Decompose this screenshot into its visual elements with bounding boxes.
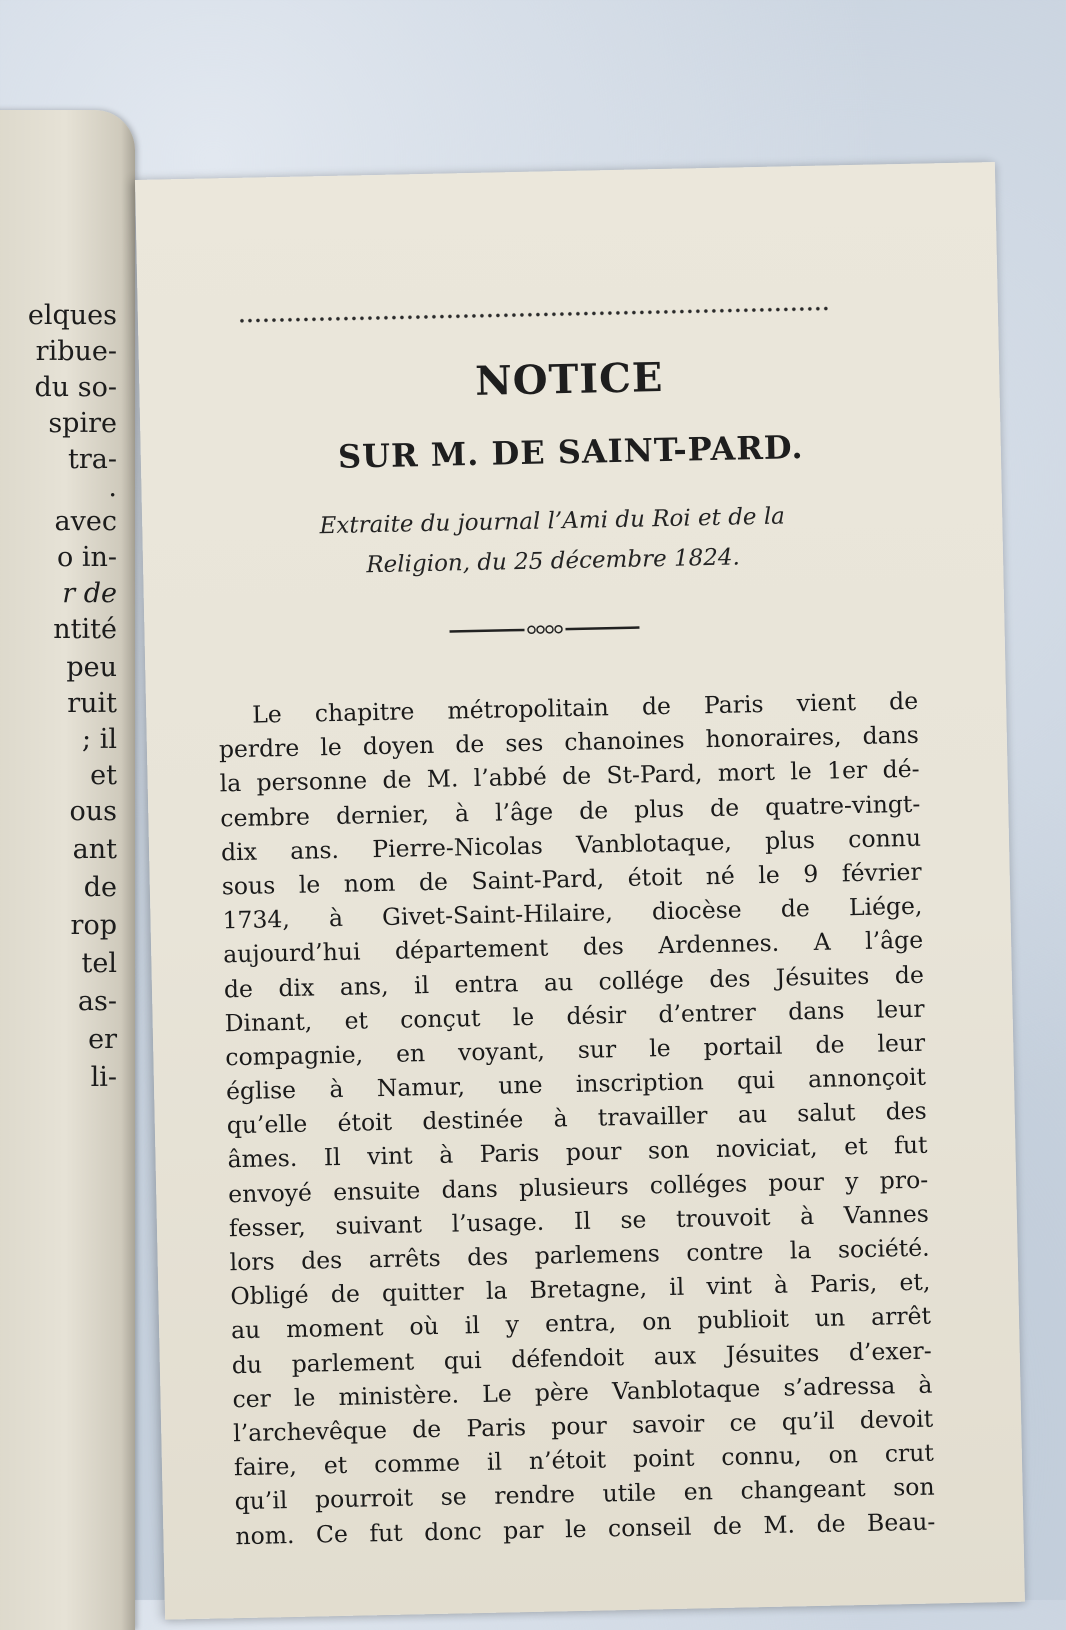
left-fragment: ant (72, 834, 117, 865)
body-line: âmes. Il vint à Paris pour son noviciat, et fut (227, 1131, 928, 1174)
left-fragment: peu (66, 652, 117, 683)
left-fragment: li- (90, 1062, 117, 1093)
body-line: cembre dernier, à l’âge de plus de quatre-vingt- (220, 789, 921, 832)
left-fragment: ntité (53, 614, 117, 645)
left-page (0, 110, 135, 1630)
body-line: qu’il pourroit se rendre utile en changeant son (234, 1472, 935, 1516)
source-line-2: Religion, du 25 décembre 1824. (366, 544, 741, 579)
left-fragment: rop (70, 910, 117, 941)
body-line: perdre le doyen de ses chanoines honoraires, dans (218, 720, 920, 764)
body-line: Obligé de quitter la Bretagne, il vint à Paris, et, (230, 1267, 931, 1311)
body-line: église à Namur, une inscription qui annonçoit (225, 1062, 927, 1106)
scroll-ornament (449, 623, 639, 637)
body-line: Dinant, et conçut le désir d’entrer dans leur (224, 994, 925, 1037)
body-line: Le chapitre métropolitain de Paris vient de (251, 686, 919, 729)
left-fragment: de (83, 872, 117, 903)
left-fragment: elques (27, 300, 117, 331)
body-line: la personne de M. l’abbé de St-Pard, mort le 1er dé- (219, 755, 920, 798)
body-line: qu’elle étoit destinée à travailler au salut des (226, 1096, 927, 1140)
body-line: compagnie, en voyant, sur le portail de leur (225, 1028, 926, 1072)
body-line: 1734, à Givet-Saint-Hilaire, diocèse de Liége, (222, 891, 923, 935)
body-line: de dix ans, il entra au collége des Jésuites de (223, 960, 925, 1003)
body-line: dix ans. Pierre-Nicolas Vanblotaque, plus connu (220, 823, 922, 867)
right-page (135, 162, 1025, 1620)
dotted-rule-ornament (238, 306, 828, 324)
left-fragment: du so- (34, 372, 117, 403)
body-line: lors des arrêts des parlemens contre la société. (229, 1233, 930, 1277)
body-line: faire, et comme il n’étoit point connu, on crut (233, 1438, 935, 1482)
body-line: aujourd’hui département des Ardennes. A l’âge (222, 925, 924, 969)
left-fragment: tel (81, 948, 117, 979)
left-fragment: avec (54, 506, 117, 537)
body-line: fesser, suivant l’usage. Il se trouvoit à Vannes (228, 1199, 930, 1243)
left-fragment: o in- (57, 542, 117, 573)
left-fragment: ribue- (35, 336, 117, 367)
left-fragment: tra- (68, 444, 117, 475)
left-fragment: et (90, 760, 117, 791)
left-fragment: r de (62, 578, 117, 609)
body-line: cer le ministère. Le père Vanblotaque s’adressa à (232, 1370, 933, 1413)
notice-body (218, 684, 936, 1553)
left-fragment: spire (48, 408, 117, 439)
left-fragment: ; il (82, 724, 117, 755)
left-fragment: . (108, 472, 117, 503)
page-title: NOTICE (474, 353, 664, 405)
left-fragment: ruit (67, 688, 117, 719)
body-line: du parlement qui défendoit aux Jésuites d’exer- (231, 1336, 932, 1379)
body-line: envoyé ensuite dans plusieurs colléges pour y pro- (227, 1165, 929, 1208)
body-line: au moment où il y entra, on publioit un arrêt (230, 1301, 932, 1345)
page-subtitle: SUR M. DE SAINT-PARD. (337, 428, 804, 476)
left-fragment: ous (69, 796, 117, 827)
left-fragment: as- (77, 986, 117, 1017)
body-line: sous le nom de Saint-Pard, étoit né le 9 février (221, 857, 922, 901)
body-line: nom. Ce fut donc par le conseil de M. de Beau- (235, 1507, 936, 1550)
left-fragment: er (88, 1024, 117, 1055)
source-line-1: Extraite du journal l’Ami du Roi et de la (319, 503, 786, 540)
body-line: l’archevêque de Paris pour savoir ce qu’il devoit (232, 1404, 934, 1448)
